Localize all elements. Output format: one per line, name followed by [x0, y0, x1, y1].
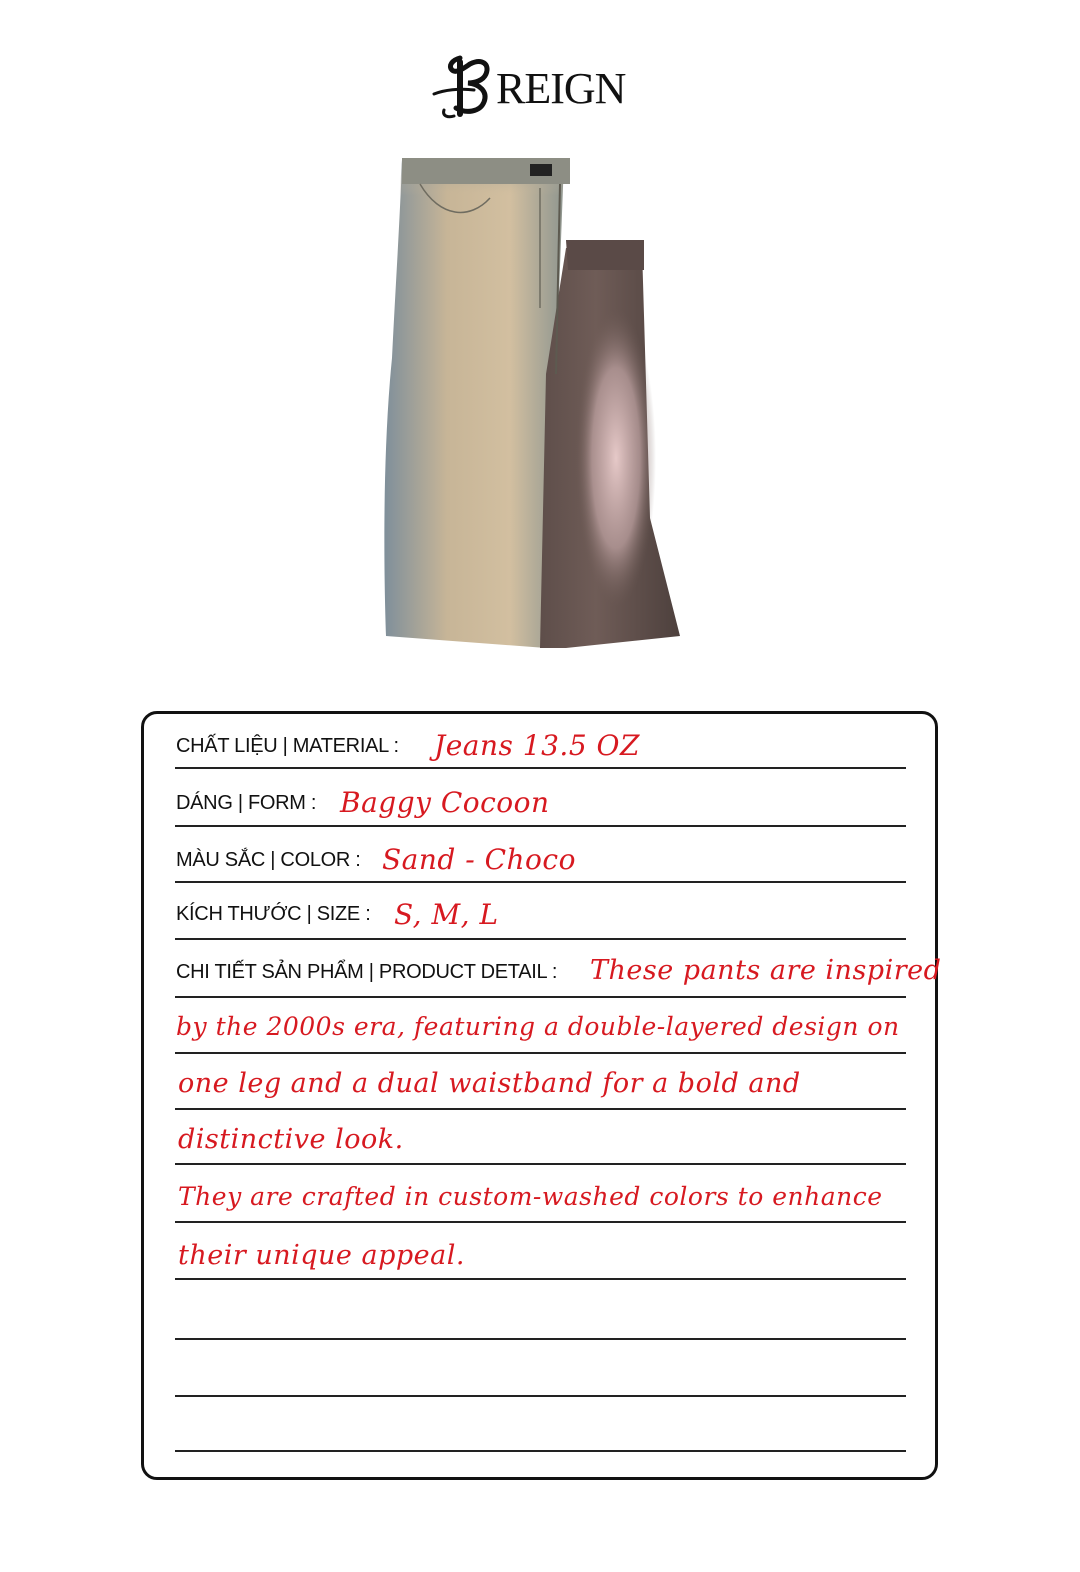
color-label: MÀU SẮC | COLOR :: [176, 849, 361, 871]
material-value: Jeans 13.5 OZ: [434, 729, 640, 762]
rule-line: [175, 825, 906, 827]
brand-logo: [430, 50, 650, 120]
reign-monogram-icon: [430, 50, 500, 120]
color-value: Sand - Choco: [382, 843, 576, 876]
form-label: DÁNG | FORM :: [176, 792, 317, 814]
rule-line: [175, 881, 906, 883]
rule-line: [175, 1450, 906, 1452]
detail-line: one leg and a dual waistband for a bold and: [178, 1068, 801, 1099]
size-value: S, M, L: [394, 898, 499, 931]
rule-line: [175, 1338, 906, 1340]
rule-line: [175, 996, 906, 998]
rule-line: [175, 1052, 906, 1054]
rule-line: [175, 1108, 906, 1110]
rule-line: [175, 1395, 906, 1397]
detail-line: by the 2000s era, featuring a double-layered design on: [176, 1012, 900, 1041]
rule-line: [175, 1163, 906, 1165]
brand-name: REIGN: [496, 63, 626, 113]
detail-line: distinctive look.: [178, 1124, 404, 1155]
rule-line: [175, 767, 906, 769]
rule-line: [175, 1278, 906, 1280]
material-label: CHẤT LIỆU | MATERIAL :: [176, 735, 399, 757]
size-label: KÍCH THƯỚC | SIZE :: [176, 903, 371, 925]
jeans-image: [380, 158, 688, 652]
detail-line: their unique appeal.: [178, 1240, 465, 1271]
detail-line: They are crafted in custom-washed colors to enhance: [178, 1182, 883, 1211]
detail-line: These pants are inspired: [590, 955, 942, 986]
form-value: Baggy Cocoon: [340, 786, 550, 819]
detail-label: CHI TIẾT SẢN PHẨM | PRODUCT DETAIL :: [176, 961, 558, 983]
rule-line: [175, 1221, 906, 1223]
rule-line: [175, 938, 906, 940]
